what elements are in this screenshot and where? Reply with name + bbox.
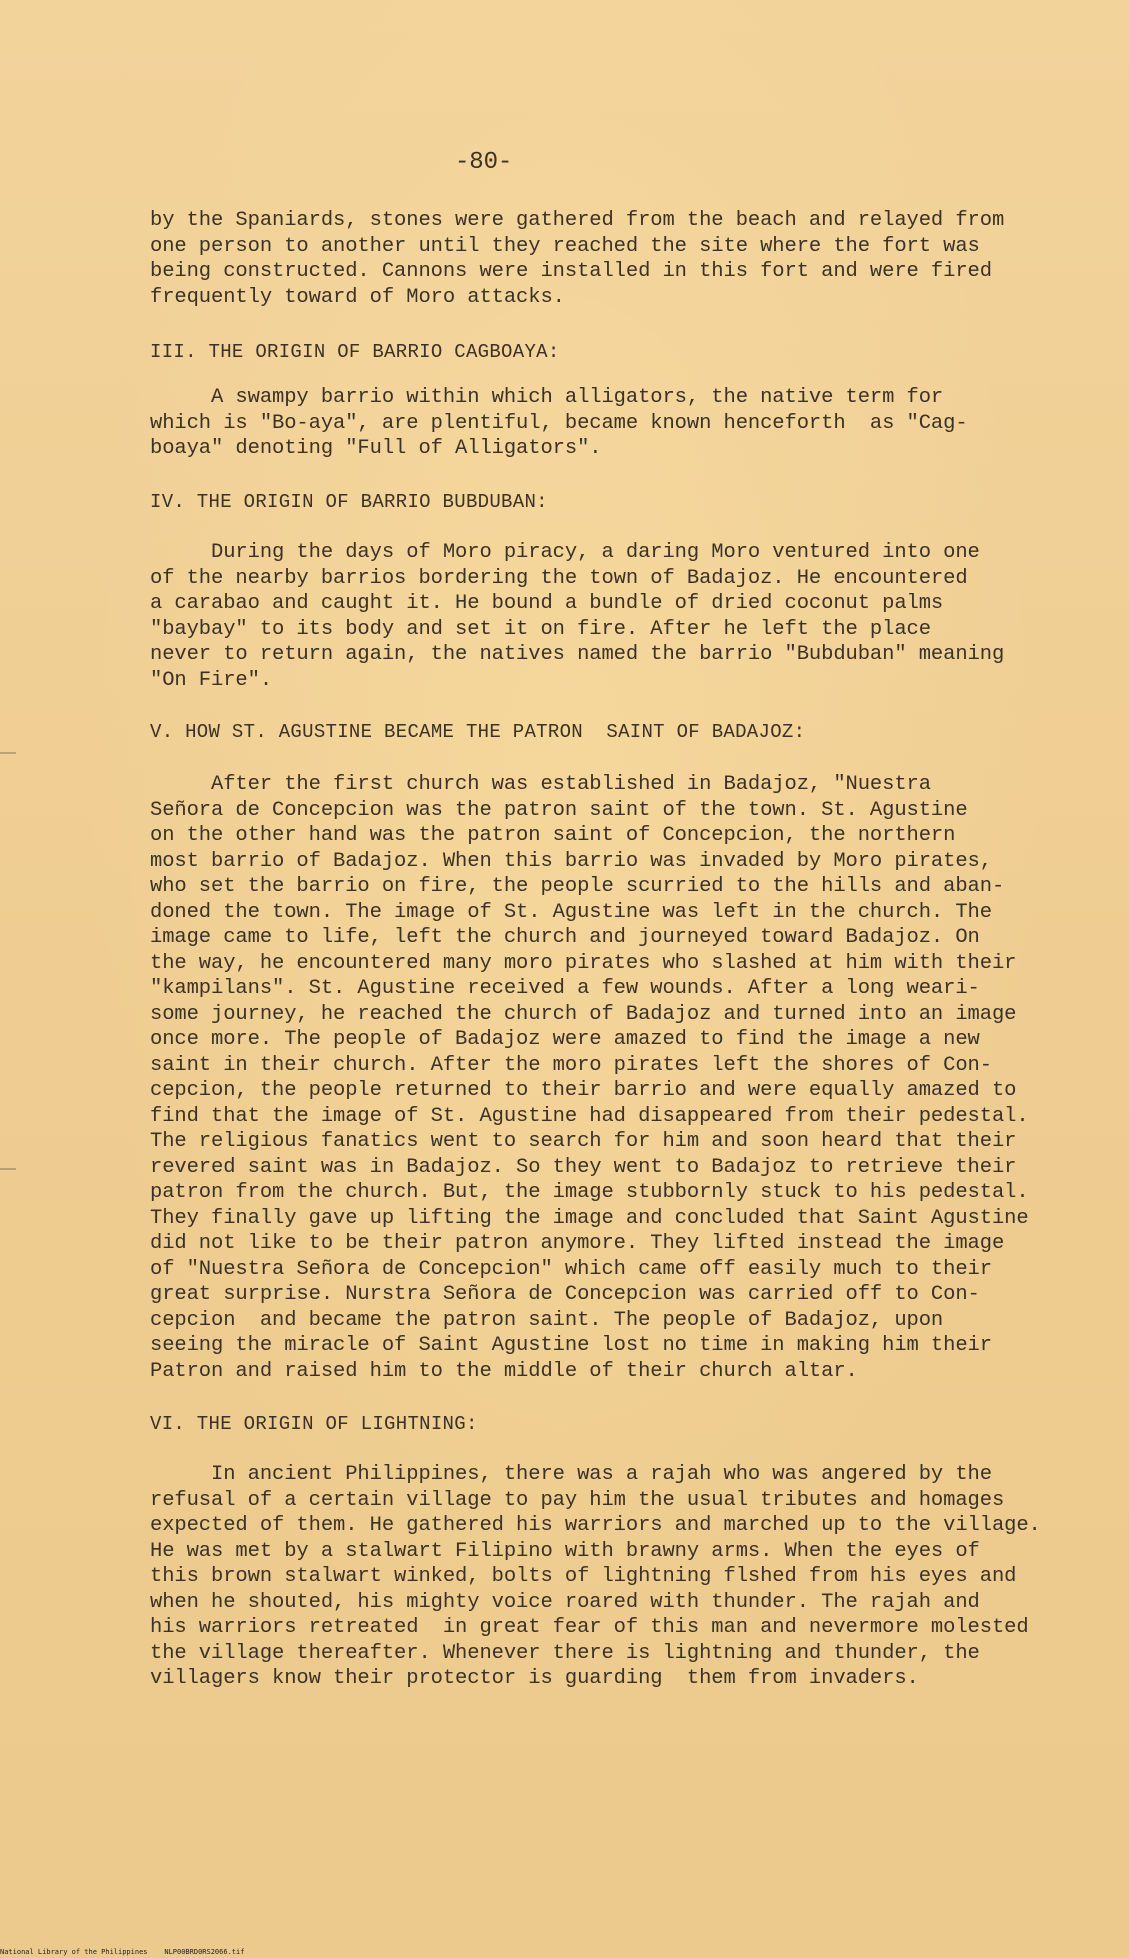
text-line: refusal of a certain village to pay him the usual tributes and homages — [150, 1488, 1005, 1512]
text-line: "On Fire". — [150, 668, 273, 692]
text-line: one person to another until they reached the site where the fort was — [150, 234, 980, 258]
text-line: of "Nuestra Señora de Concepcion" which came off easily much to their — [150, 1257, 992, 1281]
page-number: -80- — [455, 149, 513, 176]
text-line: great surprise. Nurstra Señora de Concepcion was carried off to Con- — [150, 1283, 980, 1306]
text-line: who set the barrio on fire, the people scurried to the hills and aban- — [150, 875, 1005, 898]
section-heading-iii: III. THE ORIGIN OF BARRIO CAGBOAYA: — [150, 341, 560, 363]
margin-mark — [0, 1168, 16, 1170]
section-iv-paragraph — [150, 540, 1070, 693]
text-line: A swampy barrio within which alligators, the native term for — [150, 386, 944, 409]
text-line: "baybay" to its body and set it on fire. After he left the place — [150, 617, 931, 641]
text-line: After the first church was established in Badajoz, "Nuestra — [150, 773, 931, 796]
text-line: when he shouted, his mighty voice roared with thunder. The rajah and — [150, 1590, 980, 1614]
section-vi-paragraph — [150, 1462, 1070, 1692]
text-line: being constructed. Cannons were installed in this fort and were fired — [150, 260, 992, 283]
text-line: which is "Bo-aya", are plentiful, became known henceforth as "Cag- — [150, 411, 968, 435]
text-line: The religious fanatics went to search for him and soon heard that their — [150, 1130, 1017, 1153]
intro-paragraph — [150, 208, 1070, 310]
section-v-paragraph — [150, 772, 1070, 1384]
text-line: "kampilans". St. Agustine received a few wounds. After a long weari- — [150, 977, 980, 1000]
text-line: He was met by a stalwart Filipino with brawny arms. When the eyes of — [150, 1539, 980, 1563]
text-line: frequently toward of Moro attacks. — [150, 285, 565, 309]
text-line: by the Spaniards, stones were gathered from the beach and relayed from — [150, 209, 1005, 232]
text-line: cepcion, the people returned to their barrio and were equally amazed to — [150, 1079, 1017, 1102]
text-line: doned the town. The image of St. Agustine was left in the church. The — [150, 900, 992, 924]
text-line: some journey, he reached the church of Badajoz and turned into an image — [150, 1002, 1017, 1026]
text-line: revered saint was in Badajoz. So they went to Badajoz to retrieve their — [150, 1155, 1017, 1179]
text-line: most barrio of Badajoz. When this barrio was invaded by Moro pirates, — [150, 849, 992, 873]
text-line: saint in their church. After the moro pirates left the shores of Con- — [150, 1053, 992, 1077]
text-line: In ancient Philippines, there was a rajah who was angered by the — [150, 1463, 992, 1486]
text-line: image came to life, left the church and journeyed toward Badajoz. On — [150, 926, 980, 949]
text-line: boaya" denoting "Full of Alligators". — [150, 437, 602, 460]
text-line: find that the image of St. Agustine had disappeared from their pedestal. — [150, 1104, 1029, 1128]
text-line: never to return again, the natives named the barrio "Bubduban" meaning — [150, 643, 1005, 666]
text-line: cepcion and became the patron saint. The people of Badajoz, upon — [150, 1308, 944, 1332]
text-line: the way, he encountered many moro pirates who slashed at him with their — [150, 951, 1017, 975]
scan-footer: National Library of the Philippines NLP00BRD0RS2066.tif — [0, 1948, 245, 1956]
text-line: Patron and raised him to the middle of their church altar. — [150, 1359, 858, 1383]
text-line: expected of them. He gathered his warriors and marched up to the village. — [150, 1514, 1041, 1537]
margin-mark — [0, 752, 16, 754]
text-line: his warriors retreated in great fear of this man and nevermore molested — [150, 1616, 1029, 1639]
text-line: did not like to be their patron anymore. They lifted instead the image — [150, 1232, 1005, 1255]
section-heading-v: V. HOW ST. AGUSTINE BECAME THE PATRON SAINT OF BADAJOZ: — [150, 721, 806, 743]
text-line: once more. The people of Badajoz were amazed to find the image a new — [150, 1028, 980, 1051]
text-line: the village thereafter. Whenever there is lightning and thunder, the — [150, 1641, 980, 1665]
section-heading-iv: IV. THE ORIGIN OF BARRIO BUBDUBAN: — [150, 491, 548, 513]
text-line: this brown stalwart winked, bolts of lightning flshed from his eyes and — [150, 1565, 1017, 1588]
text-line: of the nearby barrios bordering the town of Badajoz. He encountered — [150, 566, 968, 590]
section-heading-vi: VI. THE ORIGIN OF LIGHTNING: — [150, 1413, 478, 1435]
text-line: on the other hand was the patron saint of Concepcion, the northern — [150, 824, 956, 847]
text-line: patron from the church. But, the image stubbornly stuck to his pedestal. — [150, 1181, 1029, 1204]
section-iii-paragraph — [150, 385, 1070, 462]
text-line: Señora de Concepcion was the patron saint of the town. St. Agustine — [150, 798, 968, 822]
text-line: a carabao and caught it. He bound a bundle of dried coconut palms — [150, 592, 944, 615]
text-line: villagers know their protector is guarding them from invaders. — [150, 1667, 919, 1690]
text-line: During the days of Moro piracy, a daring Moro ventured into one — [150, 541, 980, 564]
text-line: seeing the miracle of Saint Agustine lost no time in making him their — [150, 1334, 992, 1357]
text-line: They finally gave up lifting the image and concluded that Saint Agustine — [150, 1206, 1029, 1230]
